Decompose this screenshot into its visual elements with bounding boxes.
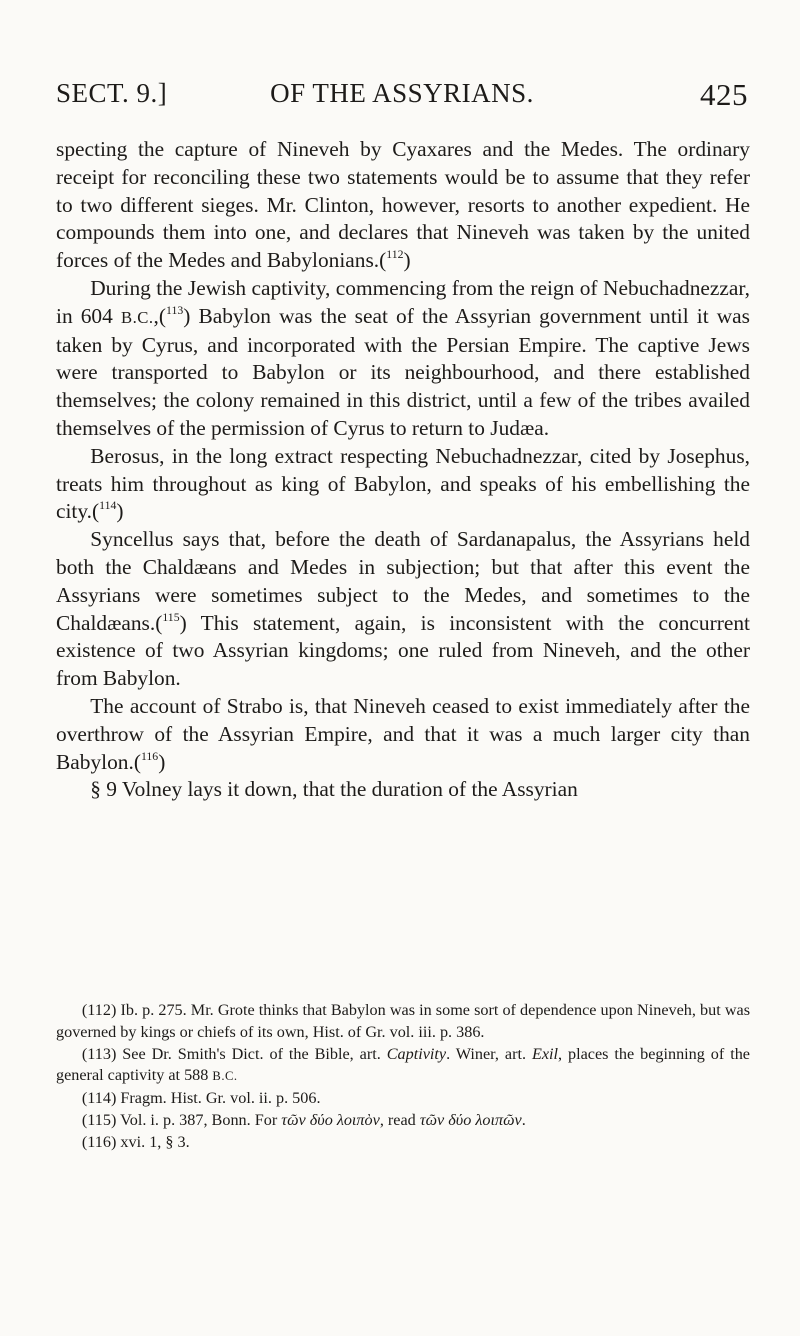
- footnote-113: (113) See Dr. Smith's Dict. of the Bible, art. Captivity. Winer, art. Exil, places the beginning of the general captivity at 588 B.C.: [56, 1044, 750, 1085]
- footnote-ref-116[interactable]: 116: [140, 749, 159, 763]
- running-title: OF THE ASSYRIANS.: [270, 78, 534, 108]
- running-header: [56, 78, 748, 114]
- section-label: SECT. 9.]: [56, 78, 168, 108]
- footnote-115: (115) Vol. i. p. 387, Bonn. For τῶν δύο λοιπὸν, read τῶν δύο λοιπῶν.: [81, 1110, 526, 1129]
- paragraph-jewish-captivity: During the Jewish captivity, commencing from the reign of Nebuchadnezzar, in 604 B.C.,($^{113}$) Babylon was the seat of the Assyrian government until it was taken by Cyrus, and incorporated with the Persian Empire. The captive Jews were transported to Babylon or its neighbourhood, and there established themselves; the colony remained in this district, until a few of the tribes availed themselves of the permission of Cyrus to return to Judæa.: [56, 275, 750, 440]
- paragraph-syncellus: Syncellus says that, before the death of Sardanapalus, the Assyrians held both the Chaldæans and Medes in subjection; but that after this event the Assyrians were sometimes subject to the Medes, and sometimes to the Chaldæans.($^{115}$) This statement, again, is inconsistent with the concurrent existence of two Assyrian kingdoms; one ruled from Nineveh, and the other from Babylon.: [56, 527, 750, 691]
- page-number: 425: [700, 77, 748, 112]
- footnote-ref-113[interactable]: 113: [166, 303, 184, 317]
- footnote-ref-112[interactable]: 112: [386, 248, 404, 262]
- main-text: [56, 136, 750, 804]
- footnote-ref-115[interactable]: 115: [162, 610, 180, 624]
- paragraph-strabo: The account of Strabo is, that Nineveh ceased to exist immediately after the overthrow of the Assyrian Empire, and that it was a much larger city than Babylon.($^{116}$): [56, 693, 750, 774]
- footnote-112: (112) Ib. p. 275. Mr. Grote thinks that Babylon was in some sort of dependence upon Nineveh, but was governed by kings or chiefs of its own, Hist. of Gr. vol. iii. p. 386.: [56, 1001, 750, 1041]
- footnote-116: (116) xvi. 1, § 3.: [81, 1132, 190, 1151]
- paragraph-section-9: § 9 Volney lays it down, that the duration of the Assyrian: [90, 777, 578, 802]
- paragraph-berosus: Berosus, in the long extract respecting Nebuchadnezzar, cited by Josephus, treats him throughout as king of Babylon, and speaks of his embellishing the city.($^{114}$): [56, 443, 750, 524]
- footnote-114: (114) Fragm. Hist. Gr. vol. ii. p. 506.: [81, 1089, 321, 1108]
- footnote-ref-114[interactable]: 114: [99, 499, 117, 513]
- paragraph-continued: specting the capture of Nineveh by Cyaxares and the Medes. The ordinary receipt for reconciling these two statements would be to assume that they refer to two different sieges. Mr. Clinton, however, resorts to another expedient. He compounds them into one, and declares that Nineveh was taken by the united forces of the Medes and Babylonians.($^{112}$): [56, 137, 750, 273]
- footnotes: [56, 1000, 750, 1154]
